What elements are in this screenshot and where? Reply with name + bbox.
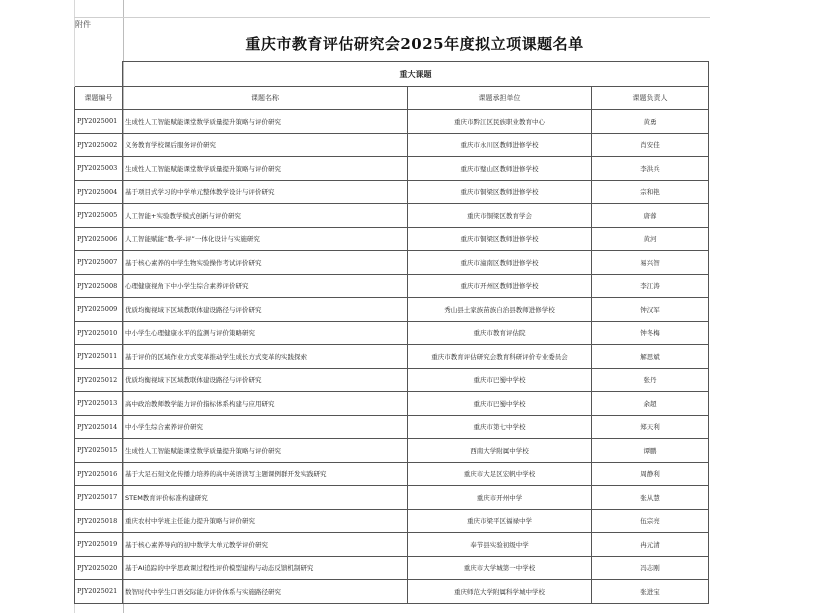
cell-lead: 冉元清	[592, 533, 709, 557]
table-row	[75, 415, 709, 439]
cell-unit: 重庆市梁平区福禄中学	[408, 509, 592, 533]
cell-name: 心理健康视角下中小学生综合素养评价研究	[123, 274, 408, 298]
table-row	[75, 580, 709, 604]
cell-lead: 李江涛	[592, 274, 709, 298]
cell-unit: 重庆市铜梁区教师进修学校	[408, 180, 592, 204]
cell-unit: 奉节县实验初级中学	[408, 533, 592, 557]
cell-code: PJY2025017	[75, 486, 123, 510]
cell-lead: 黄河	[592, 227, 709, 251]
table-row	[75, 180, 709, 204]
table-row	[75, 157, 709, 181]
cell-name: 人工智能赋能“教-学-评”一体化设计与实施研究	[123, 227, 408, 251]
table-row	[75, 392, 709, 416]
cell-lead: 余超	[592, 392, 709, 416]
cell-lead: 解思斌	[592, 345, 709, 369]
cell-code: PJY2025010	[75, 321, 123, 345]
cell-name: 重庆农村中学班主任能力提升策略与评价研究	[123, 509, 408, 533]
cell-unit: 重庆市大学城第一中学校	[408, 556, 592, 580]
table-row	[75, 321, 709, 345]
cell-name: 基于项目式学习的中学单元整体教学设计与评价研究	[123, 180, 408, 204]
cell-name: 基于核心素养导向的初中数学大单元教学评价研究	[123, 533, 408, 557]
cell-name: 基于AI追踪的中学思政课过程性评价模型建构与动态反馈机制研究	[123, 556, 408, 580]
cell-lead: 张进宝	[592, 580, 709, 604]
table-row	[75, 509, 709, 533]
cell-name: 数智时代中学生口语交际能力评价体系与实施路径研究	[123, 580, 408, 604]
cell-code: PJY2025006	[75, 227, 123, 251]
table-row	[75, 274, 709, 298]
table-row	[75, 556, 709, 580]
cell-unit: 秀山县土家族苗族自治县教师进修学校	[408, 298, 592, 322]
cell-name: 基于评价的区域作业方式变革推动学生成长方式变革的实践探索	[123, 345, 408, 369]
cell-unit: 重庆市璧山区教师进修学校	[408, 157, 592, 181]
cell-lead: 李洪兵	[592, 157, 709, 181]
cell-code: PJY2025012	[75, 368, 123, 392]
table-row	[75, 345, 709, 369]
header-code: 课题编号	[75, 87, 123, 110]
cell-unit: 重庆市巴蜀中学校	[408, 368, 592, 392]
table-row	[75, 462, 709, 486]
cell-code: PJY2025003	[75, 157, 123, 181]
cell-name: 人工智能+实验教学模式创新与评价研究	[123, 204, 408, 228]
cell-name: 优质均衡视域下区域教联体建设路径与评价研究	[123, 368, 408, 392]
cell-code: PJY2025014	[75, 415, 123, 439]
cell-code: PJY2025005	[75, 204, 123, 228]
cell-code: PJY2025002	[75, 133, 123, 157]
header-name: 课题名称	[123, 87, 408, 110]
cell-name: 基于大足石刻文化传播力培养的高中英语读写主题课例群开发实践研究	[123, 462, 408, 486]
cell-unit: 西南大学附属中学校	[408, 439, 592, 463]
cell-code: PJY2025021	[75, 580, 123, 604]
cell-lead: 谭鹏	[592, 439, 709, 463]
document-title: 重庆市教育评估研究会2025年度拟立项课题名单	[245, 35, 584, 53]
table-row	[75, 251, 709, 275]
table-row	[75, 204, 709, 228]
cell-unit: 重庆市潼南区教师进修学校	[408, 251, 592, 275]
cell-name: 生成性人工智能赋能课堂数学质量提升策略与评价研究	[123, 439, 408, 463]
cell-unit: 重庆市教育评估院	[408, 321, 592, 345]
cell-unit: 重庆市永川区教师进修学校	[408, 133, 592, 157]
table-row	[75, 227, 709, 251]
table-row	[75, 439, 709, 463]
cell-unit: 重庆市大足区宏帆中学校	[408, 462, 592, 486]
cell-code: PJY2025016	[75, 462, 123, 486]
cell-lead: 宗和艳	[592, 180, 709, 204]
cell-lead: 周静利	[592, 462, 709, 486]
cell-lead: 唐蓉	[592, 204, 709, 228]
cell-unit: 重庆市开州中学	[408, 486, 592, 510]
cell-lead: 黄勇	[592, 110, 709, 134]
section-row	[75, 62, 709, 87]
table-row	[75, 486, 709, 510]
cell-name: 中小学生综合素养评价研究	[123, 415, 408, 439]
cell-name: 基于核心素养的中学生物实验操作考试评价研究	[123, 251, 408, 275]
table-row	[75, 133, 709, 157]
table-row	[75, 110, 709, 134]
header-lead: 课题负责人	[592, 87, 709, 110]
cell-lead: 郑天利	[592, 415, 709, 439]
section-label: 重大课题	[123, 62, 709, 87]
cell-name: 生成性人工智能赋能课堂数学质量提升策略与评价研究	[123, 157, 408, 181]
cell-code: PJY2025019	[75, 533, 123, 557]
cell-unit: 重庆市黔江区民族职业教育中心	[408, 110, 592, 134]
cell-name: STEM教育评价标准构建研究	[123, 486, 408, 510]
cell-name: 中小学生心理健康水平的监测与评价策略研究	[123, 321, 408, 345]
cell-unit: 重庆市铜梁区教师进修学校	[408, 227, 592, 251]
cell-lead: 张从慧	[592, 486, 709, 510]
table-row	[75, 533, 709, 557]
cell-unit: 重庆市开州区教师进修学校	[408, 274, 592, 298]
table-body	[75, 110, 709, 604]
cell-lead: 伍宗亮	[592, 509, 709, 533]
cell-code: PJY2025013	[75, 392, 123, 416]
cell-lead: 冯志刚	[592, 556, 709, 580]
cell-code: PJY2025011	[75, 345, 123, 369]
cell-code: PJY2025015	[75, 439, 123, 463]
cell-unit: 重庆市第七中学校	[408, 415, 592, 439]
cell-lead: 易兴智	[592, 251, 709, 275]
top-rule	[74, 17, 710, 18]
cell-lead: 肖安佳	[592, 133, 709, 157]
cell-lead: 钟冬梅	[592, 321, 709, 345]
annex-label: 附件	[75, 20, 91, 29]
cell-name: 高中政治教师教学能力评价指标体系构建与应用研究	[123, 392, 408, 416]
cell-unit: 重庆市铜梁区教育学会	[408, 204, 592, 228]
cell-unit: 重庆市巴蜀中学校	[408, 392, 592, 416]
cell-code: PJY2025020	[75, 556, 123, 580]
cell-code: PJY2025009	[75, 298, 123, 322]
cell-name: 优质均衡视域下区域教联体建设路径与评价研究	[123, 298, 408, 322]
cell-code: PJY2025001	[75, 110, 123, 134]
cell-name: 生成性人工智能赋能课堂数学质量提升策略与评价研究	[123, 110, 408, 134]
cell-code: PJY2025007	[75, 251, 123, 275]
table-row	[75, 368, 709, 392]
cell-lead: 钟汉军	[592, 298, 709, 322]
cell-code: PJY2025018	[75, 509, 123, 533]
cell-code: PJY2025004	[75, 180, 123, 204]
header-unit: 课题承担单位	[408, 87, 592, 110]
cell-name: 义务教育学校课后服务评价研究	[123, 133, 408, 157]
cell-unit: 重庆市教育评估研究会教育科研评价专业委员会	[408, 345, 592, 369]
project-table	[74, 61, 709, 604]
table-header-row	[75, 87, 709, 110]
table-row	[75, 298, 709, 322]
cell-code: PJY2025008	[75, 274, 123, 298]
section-blank-cell	[75, 62, 123, 87]
cell-lead: 张丹	[592, 368, 709, 392]
cell-unit: 重庆师范大学附属科学城中学校	[408, 580, 592, 604]
